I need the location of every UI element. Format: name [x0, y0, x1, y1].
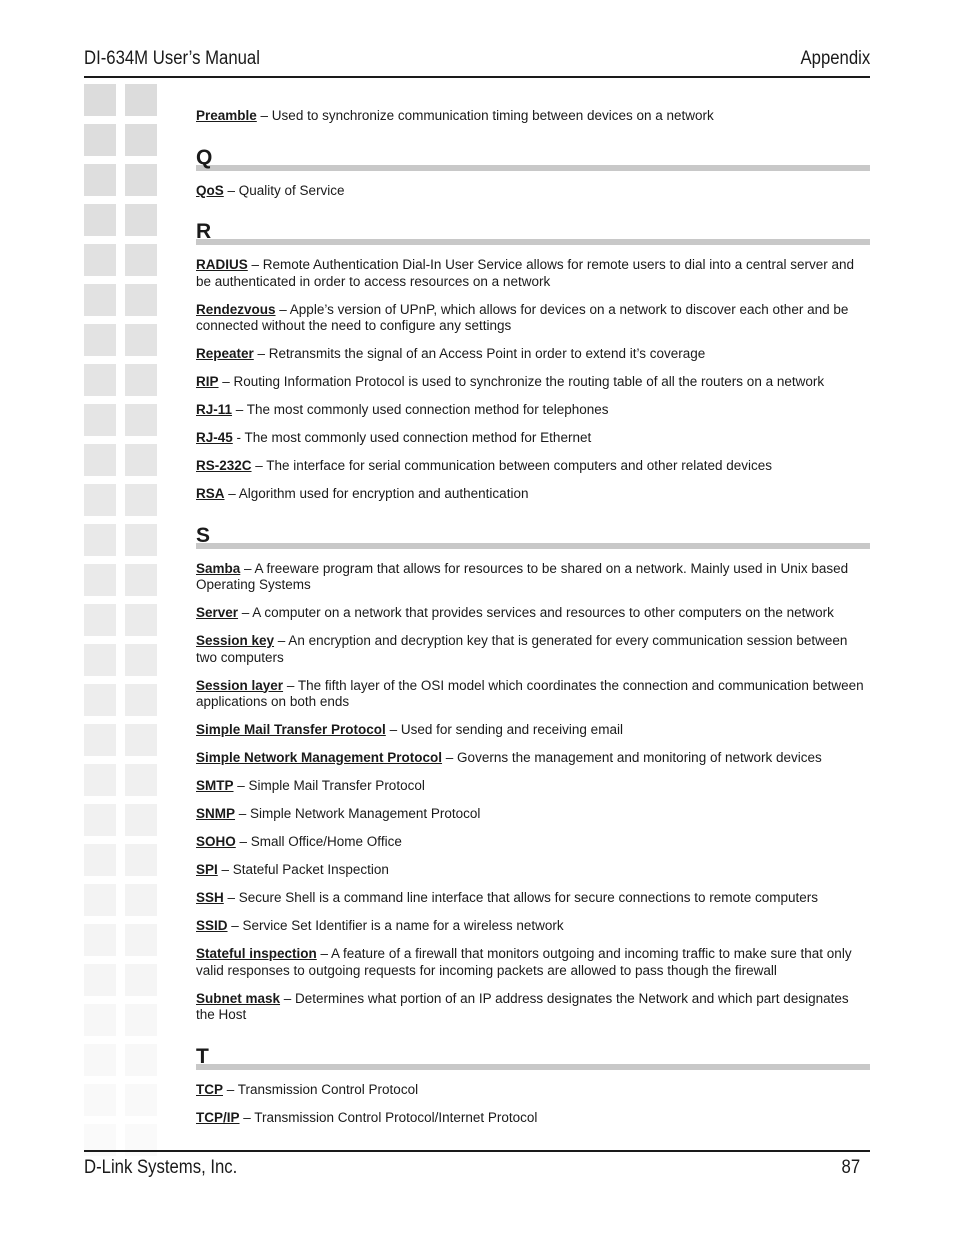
decorative-tile	[125, 284, 157, 316]
glossary-definition: – Used for sending and receiving email	[385, 722, 623, 737]
section-divider-bar	[196, 239, 870, 245]
glossary-entry	[196, 722, 870, 739]
glossary-entry	[196, 108, 870, 125]
section-letter: S	[196, 523, 211, 547]
glossary-definition: – Remote Authentication Dial-In User Service allows for remote users to dial into a central server and be authenticated in order to access resources on a network	[196, 257, 855, 289]
glossary-entry	[196, 346, 870, 363]
decorative-tile	[84, 1044, 116, 1076]
glossary-term: SSH	[196, 890, 224, 905]
page-number: 87	[841, 1157, 860, 1178]
header-rule	[84, 76, 870, 78]
footer-rule	[84, 1150, 870, 1152]
glossary-term: RJ-45	[196, 430, 233, 445]
glossary-definition: – Stateful Packet Inspection	[217, 862, 389, 877]
glossary-entry	[196, 402, 870, 419]
decorative-tile	[84, 164, 116, 196]
page-header	[84, 46, 870, 76]
decorative-tile	[125, 1084, 157, 1116]
glossary-term: RJ-11	[196, 402, 233, 417]
glossary-entry	[196, 778, 870, 795]
glossary-term: TCP/IP	[196, 1109, 240, 1125]
glossary-entry	[196, 750, 870, 767]
section-divider-bar	[196, 165, 870, 171]
decorative-tile	[84, 964, 116, 996]
company-name: D-Link Systems, Inc.	[84, 1157, 238, 1178]
decorative-tile	[84, 364, 116, 396]
glossary-term: Server	[196, 605, 239, 620]
decorative-tile	[84, 724, 116, 756]
glossary-entry	[196, 834, 870, 851]
decorative-tile	[125, 164, 157, 196]
section-title: Appendix	[800, 48, 870, 69]
glossary-term: Simple Mail Transfer Protocol	[196, 722, 386, 737]
glossary-definition: – A freeware program that allows for resources to be shared on a network. Mainly used in Unix based Operating Systems	[196, 560, 849, 592]
decorative-tile-column	[84, 84, 160, 1150]
glossary-entry	[196, 946, 870, 979]
glossary-definition: – Quality of Service	[223, 182, 345, 198]
glossary-entry	[196, 1082, 870, 1099]
glossary-term: QoS	[196, 182, 224, 198]
section-divider-bar	[196, 1064, 870, 1070]
decorative-tile	[84, 684, 116, 716]
decorative-tile	[84, 204, 116, 236]
glossary-definition: – The interface for serial communication between computers and other related devices	[251, 458, 773, 473]
decorative-tile	[125, 524, 157, 556]
section-heading-s	[196, 525, 870, 553]
glossary-term: RADIUS	[196, 257, 248, 272]
page-footer	[84, 1155, 870, 1183]
glossary-definition: – Algorithm used for encryption and authentication	[224, 486, 529, 501]
decorative-tile	[125, 804, 157, 836]
decorative-tile	[125, 844, 157, 876]
glossary-entry	[196, 486, 870, 503]
decorative-tile	[84, 84, 116, 116]
glossary-term: Simple Network Management Protocol	[196, 750, 443, 765]
decorative-tile	[84, 844, 116, 876]
decorative-tile	[84, 644, 116, 676]
decorative-tile	[125, 764, 157, 796]
glossary-term: Preamble	[196, 108, 257, 123]
glossary-term: RIP	[196, 374, 219, 389]
glossary-entry	[196, 890, 870, 907]
glossary-definition: – Simple Mail Transfer Protocol	[233, 778, 425, 793]
decorative-tile	[84, 564, 116, 596]
decorative-tile	[125, 924, 157, 956]
glossary-entry	[196, 633, 870, 666]
decorative-tile	[125, 644, 157, 676]
decorative-tile	[84, 324, 116, 356]
decorative-tile	[125, 404, 157, 436]
section-heading-t	[196, 1046, 870, 1074]
section-letter: T	[196, 1044, 209, 1068]
glossary-entry	[196, 302, 870, 335]
decorative-tile	[84, 804, 116, 836]
glossary-definition: - The most commonly used connection method for Ethernet	[232, 430, 592, 445]
glossary-entry	[196, 605, 870, 622]
decorative-tile	[125, 964, 157, 996]
decorative-tile	[125, 724, 157, 756]
glossary-term: Samba	[196, 560, 241, 576]
decorative-tile	[84, 524, 116, 556]
glossary-definition: – Used to synchronize communication timing between devices on a network	[256, 108, 714, 123]
glossary-term: RSA	[196, 486, 225, 501]
glossary-definition: – Transmission Control Protocol	[223, 1081, 419, 1097]
decorative-tile	[125, 884, 157, 916]
decorative-tile	[125, 564, 157, 596]
decorative-tile	[125, 364, 157, 396]
manual-title: DI-634M User’s Manual	[84, 48, 260, 69]
glossary-definition: – Governs the management and monitoring of network devices	[442, 750, 822, 765]
decorative-tile	[84, 924, 116, 956]
decorative-tile	[125, 1044, 157, 1076]
decorative-tile	[84, 244, 116, 276]
decorative-tile	[84, 604, 116, 636]
glossary-term: Repeater	[196, 346, 254, 361]
glossary-term: TCP	[196, 1081, 223, 1097]
glossary-definition: – Secure Shell is a command line interface that allows for secure connections to remote computers	[223, 890, 819, 905]
glossary-term: SNMP	[196, 806, 236, 821]
glossary-definition: – Retransmits the signal of an Access Point in order to extend it’s coverage	[253, 346, 706, 361]
glossary-definition: – Service Set Identifier is a name for a wireless network	[227, 918, 564, 933]
glossary-term: Stateful inspection	[196, 946, 317, 961]
glossary-definition: – Determines what portion of an IP address designates the Network and which part designates the Host	[196, 990, 849, 1022]
decorative-tile	[84, 1004, 116, 1036]
decorative-tile	[125, 124, 157, 156]
glossary-term: Subnet mask	[196, 990, 281, 1006]
glossary-content	[196, 108, 870, 1138]
decorative-tile	[125, 684, 157, 716]
glossary-term: SMTP	[196, 778, 234, 793]
glossary-entry	[196, 374, 870, 391]
glossary-definition: – An encryption and decryption key that is generated for every communication session between two computers	[196, 633, 848, 665]
glossary-definition: – Routing Information Protocol is used to synchronize the routing table of all the routers on a network	[218, 374, 825, 389]
glossary-definition: – Transmission Control Protocol/Internet Protocol	[239, 1109, 538, 1125]
decorative-tile	[125, 604, 157, 636]
glossary-term: RS-232C	[196, 458, 252, 473]
glossary-definition: – The most commonly used connection method for telephones	[232, 402, 609, 417]
glossary-entry	[196, 862, 870, 879]
glossary-entry	[196, 678, 870, 711]
decorative-tile	[125, 444, 157, 476]
glossary-definition: – The fifth layer of the OSI model which coordinates the connection and communication between applications on both ends	[196, 677, 864, 709]
decorative-tile	[125, 1004, 157, 1036]
glossary-term: SOHO	[196, 834, 236, 849]
decorative-tile	[125, 204, 157, 236]
glossary-entry	[196, 183, 870, 200]
glossary-term: SPI	[196, 862, 218, 877]
glossary-term: Rendezvous	[196, 301, 276, 317]
glossary-term: Session layer	[196, 677, 284, 693]
glossary-definition: – A computer on a network that provides services and resources to other computers on the network	[238, 605, 834, 620]
decorative-tile	[84, 484, 116, 516]
decorative-tile	[84, 1084, 116, 1116]
decorative-tile	[125, 84, 157, 116]
glossary-term: SSID	[196, 918, 228, 933]
glossary-entry	[196, 257, 870, 290]
section-divider-bar	[196, 543, 870, 549]
glossary-entry	[196, 430, 870, 447]
decorative-tile	[125, 324, 157, 356]
glossary-entry	[196, 458, 870, 475]
section-letter: Q	[196, 145, 213, 169]
section-heading-r	[196, 221, 870, 249]
glossary-definition: – Apple’s version of UPnP, which allows for devices on a network to discover each other and be connected without the need to configure any settings	[196, 301, 849, 333]
glossary-definition: – A feature of a firewall that monitors outgoing and incoming traffic to make sure that only valid responses to outgoing requests for incoming packets are allowed to pass though the firewall	[196, 946, 852, 978]
section-heading-q	[196, 147, 870, 175]
section-letter: R	[196, 220, 212, 243]
decorative-tile	[84, 764, 116, 796]
decorative-tile	[84, 444, 116, 476]
decorative-tile	[84, 404, 116, 436]
glossary-definition: – Small Office/Home Office	[235, 834, 402, 849]
glossary-entry	[196, 991, 870, 1024]
glossary-definition: – Simple Network Management Protocol	[235, 806, 481, 821]
decorative-tile	[84, 124, 116, 156]
decorative-tile	[125, 484, 157, 516]
decorative-tile	[84, 284, 116, 316]
glossary-term: Session key	[196, 633, 275, 648]
glossary-entry	[196, 561, 870, 594]
glossary-entry	[196, 1110, 870, 1127]
decorative-tile	[125, 244, 157, 276]
glossary-entry	[196, 806, 870, 823]
glossary-entry	[196, 918, 870, 935]
decorative-tile	[84, 884, 116, 916]
